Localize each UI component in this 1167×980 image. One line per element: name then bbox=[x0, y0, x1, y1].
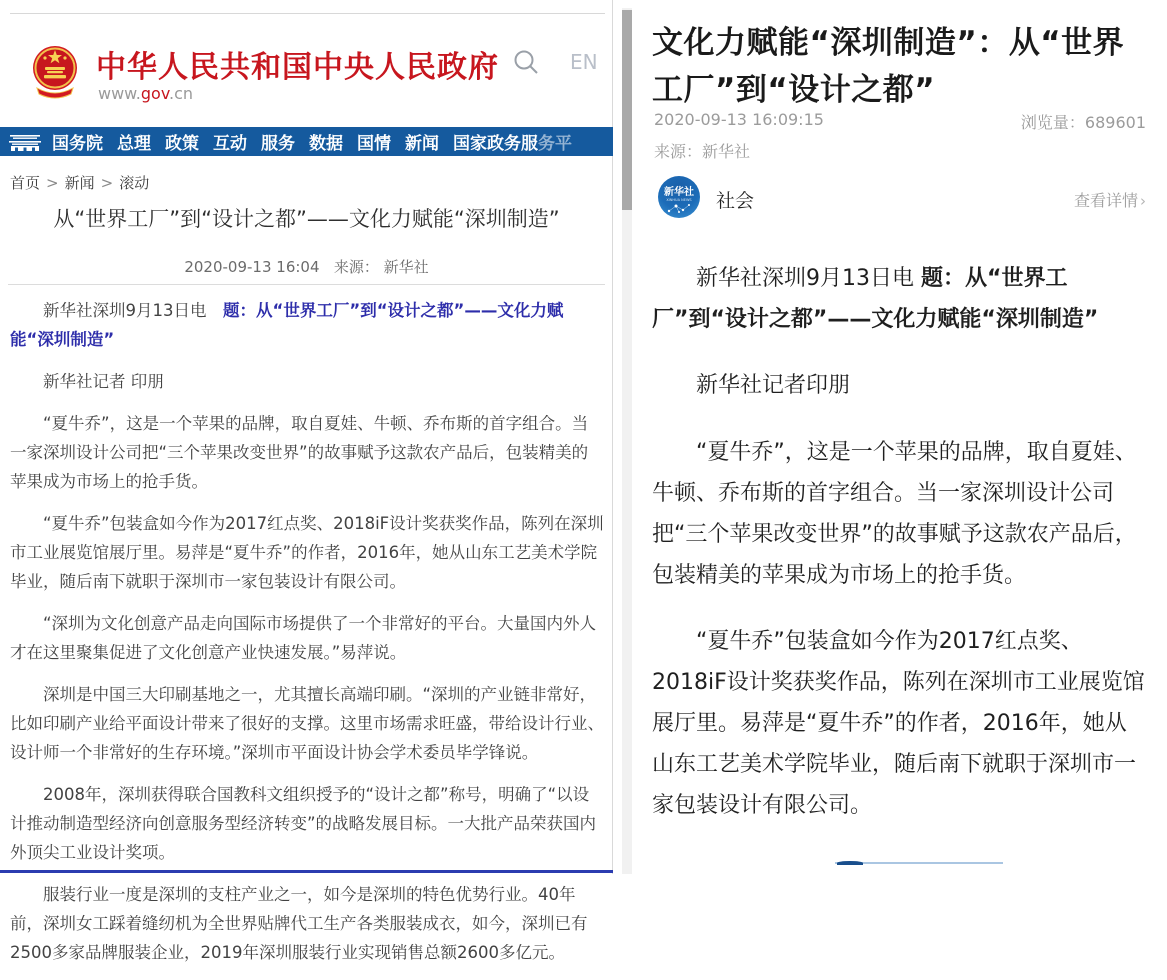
breadcrumb-news[interactable]: 新闻 bbox=[64, 174, 95, 192]
breadcrumb-home[interactable]: 首页 bbox=[10, 174, 41, 192]
article-body bbox=[10, 296, 604, 980]
reader-source-row bbox=[654, 139, 750, 162]
top-divider bbox=[10, 13, 605, 14]
reader-channel-row bbox=[654, 176, 1146, 220]
reader-title: 文化力赋能“深圳制造”：从“世界工厂”到“设计之都” bbox=[652, 25, 1125, 108]
national-emblem-logo bbox=[32, 42, 78, 104]
bottom-blue-divider bbox=[0, 870, 613, 873]
xinhua-logo-text: 新华社 bbox=[664, 187, 694, 198]
scrollbar-track[interactable] bbox=[622, 8, 632, 874]
reader-datetime: 2020-09-13 16:09:15 bbox=[654, 110, 824, 129]
article-paragraph: “夏牛乔”包装盒如今作为2017红点奖、2018iF设计奖获奖作品，陈列在深圳市工业展览馆展厅里。易萍是“夏牛乔”的作者，2016年，她从山东工艺美术学院毕业，随后南下就职于深圳市一家包装设计有限公司。 bbox=[10, 514, 604, 591]
xinhua-logo-subtext: XINHUA NEWS bbox=[666, 198, 692, 202]
site-url bbox=[98, 84, 193, 103]
lead-bold: 题：从“世界工厂”到“设计之都”——文化力赋能“深圳制造” bbox=[10, 301, 564, 349]
chevron-right-icon: › bbox=[1140, 192, 1146, 210]
reader-meta-row bbox=[654, 110, 1146, 133]
url-www: www. bbox=[98, 84, 141, 103]
reader-lead-plain: 新华社深圳9月13日电 bbox=[696, 266, 921, 291]
next-section-peek bbox=[835, 861, 1003, 865]
scrollbar-thumb[interactable] bbox=[622, 10, 632, 210]
xinhua-logo[interactable] bbox=[658, 176, 700, 218]
article-title: 从“世界工厂”到“设计之都”——文化力赋能“深圳制造” bbox=[53, 207, 560, 231]
main-nav-bar bbox=[0, 127, 613, 156]
nav-item-zongli[interactable]: 总理 bbox=[117, 134, 151, 154]
article-source: 新华社 bbox=[383, 258, 429, 276]
breadcrumb-separator: > bbox=[46, 174, 59, 192]
nav-item-xinwen[interactable]: 新闻 bbox=[405, 134, 439, 154]
reader-paragraph: “夏牛乔”包装盒如今作为2017红点奖、2018iF设计奖获奖作品，陈列在深圳市工业展览馆展厅里。易萍是“夏牛乔”的作者，2016年，她从山东工艺美术学院毕业，随后南下就职于深圳市一家包装设计有限公司。 bbox=[652, 629, 1145, 818]
nav-item-zhengwufuwu-truncated: 务平 bbox=[538, 134, 572, 154]
tiananmen-icon[interactable] bbox=[8, 132, 42, 152]
reader-source: 新华社 bbox=[702, 142, 751, 161]
views-count: 689601 bbox=[1084, 113, 1146, 132]
nav-item-guoqing[interactable]: 国情 bbox=[357, 134, 391, 154]
view-details-link[interactable] bbox=[1074, 188, 1146, 211]
reader-page bbox=[650, 0, 1152, 874]
article-paragraph: “夏牛乔”，这是一个苹果的品牌，取自夏娃、牛顿、乔布斯的首字组合。当一家深圳设计公司把“三个苹果改变世界”的故事赋予这款农产品后，包装精美的苹果成为市场上的抢手货。 bbox=[10, 414, 589, 491]
article-paragraph: 2008年，深圳获得联合国教科文组织授予的“设计之都”称号，明确了“以设计推动制造型经济向创意服务型经济转变”的战略发展目标。一大批产品荣获国内外顶尖工业设计奖项。 bbox=[10, 785, 597, 862]
nav-item-zhengwufuwu[interactable] bbox=[453, 129, 572, 154]
reader-body bbox=[652, 258, 1148, 851]
article-lead-paragraph bbox=[10, 296, 604, 354]
article-paragraph: “深圳为文化创意产品走向国际市场提供了一个非常好的平台。大量国内外人才在这里聚集促进了文化创意产业快速发展。”易萍说。 bbox=[10, 614, 597, 662]
reader-source-label: 来源： bbox=[654, 142, 703, 161]
xinhua-logo-network-icon bbox=[666, 202, 692, 214]
article-source-label: 来源： bbox=[333, 258, 379, 276]
view-details-text: 查看详情 bbox=[1073, 191, 1138, 210]
search-icon[interactable] bbox=[512, 48, 540, 76]
nav-item-shuju[interactable]: 数据 bbox=[309, 134, 343, 154]
nav-item-zhengwufuwu-text: 国家政务服 bbox=[453, 134, 538, 154]
nav-item-guowuyuan[interactable]: 国务院 bbox=[52, 134, 103, 154]
channel-label: 社会 bbox=[716, 190, 755, 212]
reader-lead-bold: 题：从“世界工厂”到“设计之都”——文化力赋能“深圳制造” bbox=[652, 266, 1099, 332]
article-meta bbox=[0, 256, 613, 277]
nav-item-fuwu[interactable]: 服务 bbox=[261, 134, 295, 154]
article-paragraph: 新华社记者 印朋 bbox=[43, 372, 164, 391]
views-label: 浏览量： bbox=[1020, 113, 1085, 132]
nav-item-hudong[interactable]: 互动 bbox=[213, 134, 247, 154]
url-cn: .cn bbox=[169, 84, 194, 103]
lead-plain: 新华社深圳9月13日电 bbox=[43, 301, 223, 320]
article-date: 2020-09-13 16:04 bbox=[184, 258, 320, 276]
breadcrumb-separator: > bbox=[100, 174, 114, 192]
breadcrumb bbox=[10, 172, 149, 193]
breadcrumb-section[interactable]: 滚动 bbox=[119, 174, 150, 192]
reader-lead-paragraph bbox=[652, 258, 1148, 340]
language-toggle-en[interactable]: EN bbox=[570, 50, 598, 74]
site-title: 中华人民共和国中央人民政府 bbox=[96, 50, 499, 85]
reader-views bbox=[1021, 110, 1146, 133]
govcn-header bbox=[0, 40, 613, 110]
reader-paragraph: 新华社记者印朋 bbox=[696, 373, 851, 398]
next-section-logo-top bbox=[837, 861, 863, 865]
nav-item-zhengce[interactable]: 政策 bbox=[165, 134, 199, 154]
article-paragraph: 深圳是中国三大印刷基地之一，尤其擅长高端印刷。“深圳的产业链非常好，比如印刷产业给平面设计带来了很好的支撑。这里市场需求旺盛，带给设计行业、设计师一个非常好的生存环境。”深圳市平面设计协会学术委员毕学锋说。 bbox=[10, 685, 604, 762]
url-gov: gov bbox=[140, 84, 170, 103]
article-paragraph: 服装行业一度是深圳的支柱产业之一，如今是深圳的特色优势行业。40年前，深圳女工踩着缝纫机为全世界贴牌代工生产各类服装成衣，如今，深圳已有2500多家品牌服装企业，2019年深圳服装行业实现销售总额2600多亿元。 bbox=[10, 885, 588, 962]
reader-paragraph: “夏牛乔”，这是一个苹果的品牌，取自夏娃、牛顿、乔布斯的首字组合。当一家深圳设计公司把“三个苹果改变世界”的故事赋予这款农产品后，包装精美的苹果成为市场上的抢手货。 bbox=[652, 440, 1137, 588]
article-divider bbox=[8, 284, 605, 285]
